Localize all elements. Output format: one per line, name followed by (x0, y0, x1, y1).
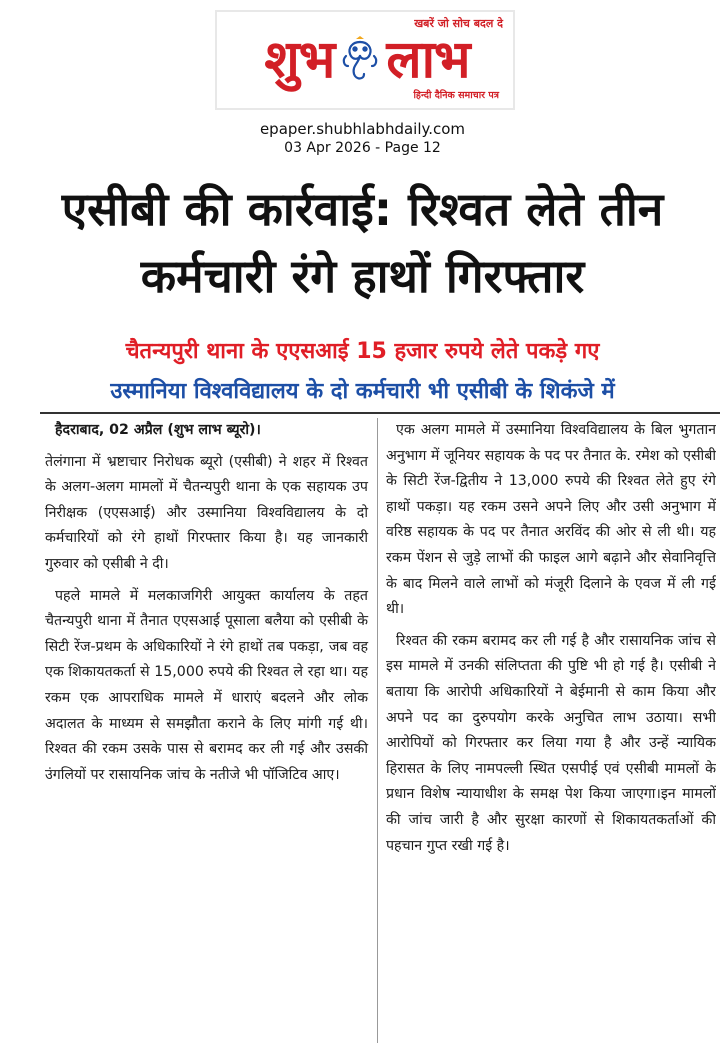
epaper-url[interactable]: epaper.shubhlabhdaily.com (259, 120, 466, 138)
headline-line-1: एसीबी की कार्रवाई: रिश्वत लेते तीन (61, 182, 664, 236)
paragraph-1: तेलंगाना में भ्रष्टाचार निरोधक ब्यूरो (एसीबी) ने शहर में रिश्वत के अलग-अलग मामलों में चैतन्यपुरी थाना के एक सहायक उप निरीक्षक (एएसआई) और उस्मानिया विश्वविद्यालय के दो कर्मचारियों को रंगे हाथों गिरफ्तार किया है। यह जानकारी गुरुवार को एसीबी ने दी। (45, 453, 368, 572)
article-column-right (386, 418, 716, 1043)
edition-date-page: 03 Apr 2026 - Page 12 (284, 140, 441, 156)
dateline: हैदराबाद, 02 अप्रैल (शुभ लाभ ब्यूरो)। (55, 422, 261, 438)
logo-word-left: शुभ (264, 30, 335, 90)
newspaper-logo (225, 28, 509, 92)
article-headline (8, 176, 717, 310)
headline-line-2: कर्मचारी रंगे हाथों गिरफ्तार (140, 249, 585, 303)
headline-divider (40, 412, 720, 414)
logo-word-right: लाभ (386, 30, 470, 90)
ganesha-icon (340, 36, 380, 84)
paragraph-2: पहले मामले में मलकाजगिरी आयुक्त कार्यालय के तहत चैतन्यपुरी थाना में तैनात एएसआई पूसाला बलैया को एसीबी के सिटी रेंज-प्रथम के अधिकारियों ने रंगे हाथों तब पकड़ा, जब वह एक शिकायतकर्ता से 15,000 रुपये की रिश्वत ले रहा था। यह रकम एक आपराधिक मामले में धाराएं बदलने और लोक अदालत के माध्यम से समझौता कराने के लिए मांगी गई थी। रिश्वत की रकम उसके पास से बरामद कर ली गई और उसकी उंगलियों पर रासायनिक जांच के नतीजे भी पॉजिटिव आए। (45, 587, 368, 783)
masthead-tagline: खबरें जो सोच बदल दे (414, 17, 503, 30)
deck-blue: उस्मानिया विश्वविद्यालय के दो कर्मचारी भी एसीबी के शिकंजे में (110, 379, 615, 404)
article-column-left (45, 418, 370, 1043)
paragraph-4: रिश्वत की रकम बरामद कर ली गई है और रासायनिक जांच से इस मामले में उनकी संलिप्तता की पुष्टि भी हो गई है। एसीबी ने बताया कि आरोपी अधिकारियों ने बेईमानी से काम किया और अपने पद का दुरुपयोग करके अनुचित लाभ उठाया। सभी आरोपियों को गिरफ्तार कर लिया गया है और उन्हें न्यायिक हिरासत के लिए नामपल्ली स्थित एसपीई एवं एसीबी मामलों के प्रधान विशेष न्यायाधीश के समक्ष पेश किया जाएगा।इन मामलों की जांच जारी है और सुरक्षा कारणों से शिकायतकर्ताओं की पहचान गुप्त रखी गई है। (386, 632, 716, 854)
paragraph-3: एक अलग मामले में उस्मानिया विश्वविद्यालय के बिल भुगतान अनुभाग में जूनियर सहायक के पद पर तैनात के. रमेश को एसीबी के सिटी रेंज-द्वितीय ने 13,000 रुपये की रिश्वत लेते हुए रंगे हाथों पकड़ा। यह रकम उसने अपने लिए और उसी अनुभाग में वरिष्ठ सहायक के पद पर तैनात अरविंद की ओर से ली थी। यह रकम पेंशन से जुड़े लाभों की फाइल आगे बढ़ाने और सेवानिवृत्ति के बाद मिलने वाले लाभों को मंजूरी दिलाने के एवज में ली गई थी। (386, 422, 716, 618)
newspaper-masthead[interactable] (215, 10, 515, 110)
masthead-subtitle: हिन्दी दैनिक समाचार पत्र (413, 90, 499, 101)
column-divider (377, 418, 378, 1043)
deck-red: चैतन्यपुरी थाना के एएसआई 15 हजार रुपये लेते पकड़े गए (125, 339, 600, 364)
dateline-paragraph (45, 418, 368, 444)
